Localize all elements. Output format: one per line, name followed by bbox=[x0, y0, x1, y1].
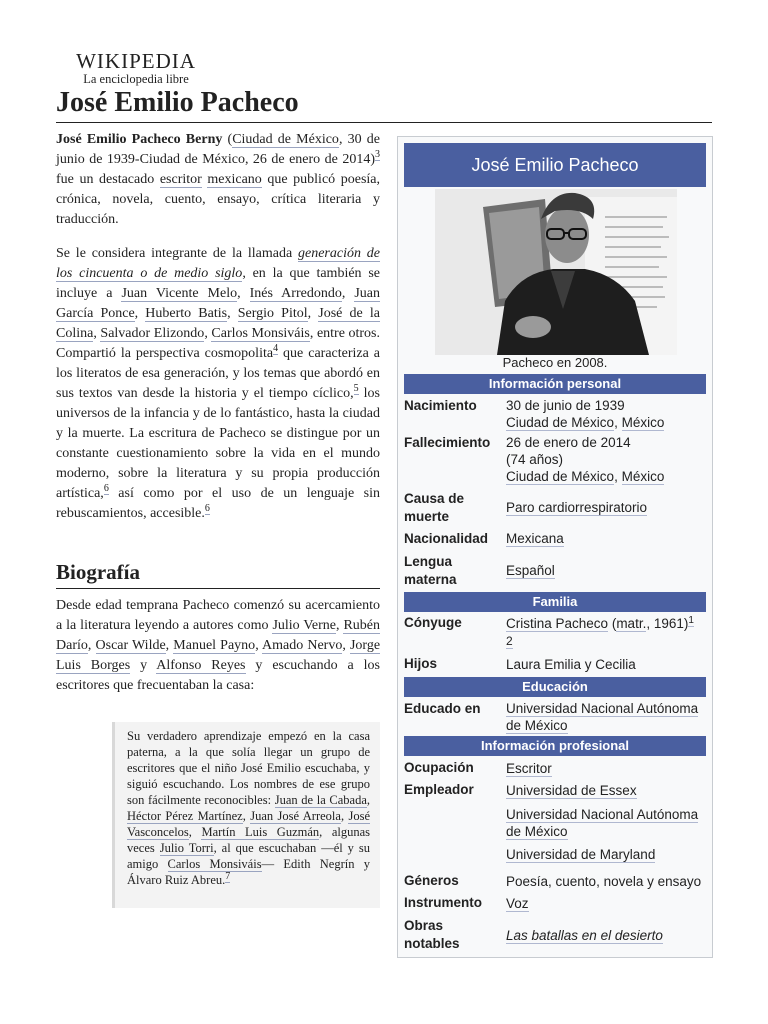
intro-paragraph-1: José Emilio Pacheco Berny (Ciudad de México, 30 de junio de 1939-Ciudad de México, 26 de enero de 2014)$^3$ fue un destacado escritor mexicano que publicó poesía, crónica, novela, cuento, ensayo, crítica literaria y traducción. bbox=[56, 132, 380, 227]
ref-5[interactable]: 5 bbox=[353, 383, 359, 395]
ref-2[interactable]: 2 bbox=[506, 634, 513, 648]
link-author[interactable]: Jorge Luis Borges bbox=[56, 638, 381, 673]
link-death-city[interactable]: Ciudad de México bbox=[506, 469, 615, 484]
abbr-matrimony[interactable]: matr. bbox=[616, 616, 647, 631]
label-children: Hijos bbox=[404, 656, 438, 671]
link-quote-name[interactable]: Juan de la Cabada bbox=[274, 793, 367, 807]
logo-wordmark: WIKIPEDIA bbox=[76, 49, 196, 73]
label-nationality: Nacionalidad bbox=[404, 531, 489, 546]
label-native-language: Lengua materna bbox=[404, 554, 457, 587]
link-author[interactable]: Alfonso Reyes bbox=[156, 658, 246, 673]
value-occupation bbox=[506, 760, 711, 777]
link-birth-place[interactable]: Ciudad de México bbox=[232, 132, 339, 147]
biography-paragraph: Desde edad temprana Pacheco comenzó su acercamiento a la literatura leyendo a autores como Julio Verne, Rubén Darío, Oscar Wilde, Manuel Payno, Amado Nervo, Jorge Luis Borges y Alfonso Reyes y escuchando a los escritores que frecuentaban la casa: bbox=[56, 598, 381, 693]
label-spouse: Cónyuge bbox=[404, 615, 462, 630]
ref-6[interactable]: 6 bbox=[204, 503, 210, 515]
label-educated-at: Educado en bbox=[404, 701, 481, 716]
image-caption: Pacheco en 2008. bbox=[502, 355, 608, 370]
value-nationality bbox=[506, 530, 711, 547]
infobox bbox=[397, 136, 713, 958]
link-author[interactable]: Oscar Wilde bbox=[95, 638, 166, 653]
label-notable-works: Obras notables bbox=[404, 918, 460, 951]
label-employer: Empleador bbox=[404, 782, 474, 797]
value-employer bbox=[506, 806, 711, 840]
link-quote-name[interactable]: José Vasconcelos bbox=[127, 809, 371, 839]
link-instrument[interactable]: Voz bbox=[506, 896, 529, 911]
link-notable-work[interactable]: Las batallas en el desierto bbox=[506, 928, 663, 943]
link-unam[interactable]: Universidad Nacional Autónoma de México bbox=[506, 701, 699, 733]
link-writer[interactable]: Inés Arredondo bbox=[249, 286, 342, 301]
portrait-photo-graphic bbox=[435, 189, 677, 355]
portrait-photo[interactable] bbox=[435, 189, 677, 355]
subject-name: José Emilio Pacheco Berny bbox=[56, 132, 223, 147]
label-genres: Géneros bbox=[404, 873, 459, 888]
link-quote-name[interactable]: Héctor Pérez Martínez bbox=[127, 809, 243, 823]
link-author[interactable]: Amado Nervo bbox=[262, 638, 343, 653]
intro-paragraph-2: Se le considera integrante de la llamada generación de los cincuenta o de medio siglo, en la que también se incluye a Juan Vicente Melo, Inés Arredondo, Juan García Ponce, Huberto Batis, Sergio Pitol, José de la Colina, Salvador Elizondo, Carlos Monsiváis, entre otros. Compartió la perspectiva cosmopolita$^4$ que caracteriza a los literatos de esa generación, y los temas que abordó en sus textos van desde la historia y el tiempo cíclico,$^5$ los universos de la infancia y de lo fantástico, hasta la ciudad y la muerte. La escritura de Pacheco se distingue por un constante cuestionamiento sobre la vida en el mundo moderno, sobre la literatura y su propia producción artística,$^6$ así como por el uso de un lenguaje sin rebuscamientos, accesible.$^6$ bbox=[56, 246, 381, 521]
section-family: Familia bbox=[404, 592, 706, 612]
value-genres: Poesía, cuento, novela y ensayo bbox=[506, 874, 702, 889]
section-personal-info: Información personal bbox=[404, 374, 706, 394]
link-language[interactable]: Español bbox=[506, 563, 555, 578]
label-cause-of-death: Causa de muerte bbox=[404, 491, 465, 524]
link-employer-essex[interactable]: Universidad de Essex bbox=[506, 783, 637, 798]
link-quote-name[interactable]: Martín Luis Guzmán bbox=[201, 825, 320, 839]
label-occupation: Ocupación bbox=[404, 760, 474, 775]
ref-6[interactable]: 6 bbox=[103, 483, 109, 495]
link-writer[interactable]: Huberto Batis bbox=[145, 306, 228, 321]
value-death: 26 de enero de 2014 (74 años) Ciudad de México, México bbox=[506, 435, 665, 484]
value-cause-of-death bbox=[506, 499, 711, 516]
link-nationality[interactable]: Mexicana bbox=[506, 531, 564, 546]
link-cause[interactable]: Paro cardiorrespiratorio bbox=[506, 500, 648, 515]
section-education: Educación bbox=[404, 677, 706, 697]
label-birth: Nacimiento bbox=[404, 398, 477, 413]
link-birth-country[interactable]: México bbox=[621, 415, 665, 430]
link-employer-unam[interactable]: Universidad Nacional Autónoma de México bbox=[506, 807, 699, 839]
value-educated-at bbox=[506, 700, 711, 734]
link-author[interactable]: Rubén Darío bbox=[56, 618, 381, 653]
label-death: Fallecimiento bbox=[404, 435, 491, 450]
ref-3[interactable]: 3 bbox=[375, 149, 380, 161]
link-quote-name[interactable]: Juan José Arreola bbox=[250, 809, 341, 823]
value-spouse: Cristina Pacheco (matr., 1961)$^1$ 2 bbox=[506, 614, 694, 648]
ref-1[interactable]: 1 bbox=[688, 614, 694, 626]
link-writer[interactable]: Carlos Monsiváis bbox=[211, 326, 310, 341]
link-writer[interactable]: Juan Vicente Melo bbox=[121, 286, 238, 301]
value-employer bbox=[506, 846, 711, 863]
infobox-title: José Emilio Pacheco bbox=[404, 143, 706, 187]
logo-tagline: La enciclopedia libre bbox=[83, 72, 189, 86]
section-heading-biografia: Biografía bbox=[56, 558, 380, 589]
link-carlos-monsivais[interactable]: Carlos Monsiváis bbox=[167, 857, 262, 871]
blockquote: Su verdadero aprendizaje empezó en la casa paterna, a la que solía llegar un grupo de escritores que el niño José Emilio escuchaba, y siguió escuchando. Los nombres de ese grupo son fácilmente reconocibles: Juan de la Cabada, Héctor Pérez Martínez, Juan José Arreola, José Vasconcelos, Martín Luis Guzmán, algunas veces Julio Torri, al que escuchaban —él y su amigo Carlos Monsiváis— Edith Negrín y Álvaro Ruiz Abreu.$^7$ bbox=[112, 722, 380, 908]
wikipedia-logo[interactable] bbox=[76, 50, 196, 86]
section-professional-info: Información profesional bbox=[404, 736, 706, 756]
link-death-country[interactable]: México bbox=[621, 469, 665, 484]
value-employer bbox=[506, 782, 711, 799]
link-birth-city[interactable]: Ciudad de México bbox=[506, 415, 615, 430]
link-spouse[interactable]: Cristina Pacheco bbox=[506, 616, 609, 631]
link-occupation[interactable]: Escritor bbox=[506, 761, 552, 776]
value-children: Laura Emilia y Cecilia bbox=[506, 657, 636, 672]
link-author[interactable]: Manuel Payno bbox=[173, 638, 256, 653]
link-mexicano[interactable]: mexicano bbox=[207, 172, 262, 187]
value-instrument bbox=[506, 895, 711, 912]
label-instrument: Instrumento bbox=[404, 895, 483, 910]
link-writer[interactable]: Sergio Pitol bbox=[237, 306, 308, 321]
ref-4[interactable]: 4 bbox=[273, 343, 279, 355]
value-birth: 30 de junio de 1939 Ciudad de México, México bbox=[506, 398, 665, 430]
link-employer-maryland[interactable]: Universidad de Maryland bbox=[506, 847, 656, 862]
link-generation[interactable]: generación de los cincuenta o de medio siglo bbox=[56, 246, 380, 281]
link-julio-torri[interactable]: Julio Torri bbox=[159, 841, 214, 855]
link-author[interactable]: Julio Verne bbox=[272, 618, 337, 633]
link-escritor[interactable]: escritor bbox=[159, 172, 202, 187]
page-title: José Emilio Pacheco bbox=[56, 86, 712, 123]
ref-7[interactable]: 7 bbox=[225, 870, 231, 882]
value-native-language bbox=[506, 562, 711, 579]
link-writer[interactable]: Salvador Elizondo bbox=[100, 326, 205, 341]
link-writer[interactable]: José de la Colina bbox=[56, 306, 380, 341]
value-notable-works bbox=[506, 927, 711, 944]
link-writer[interactable]: Juan García Ponce bbox=[56, 286, 381, 321]
